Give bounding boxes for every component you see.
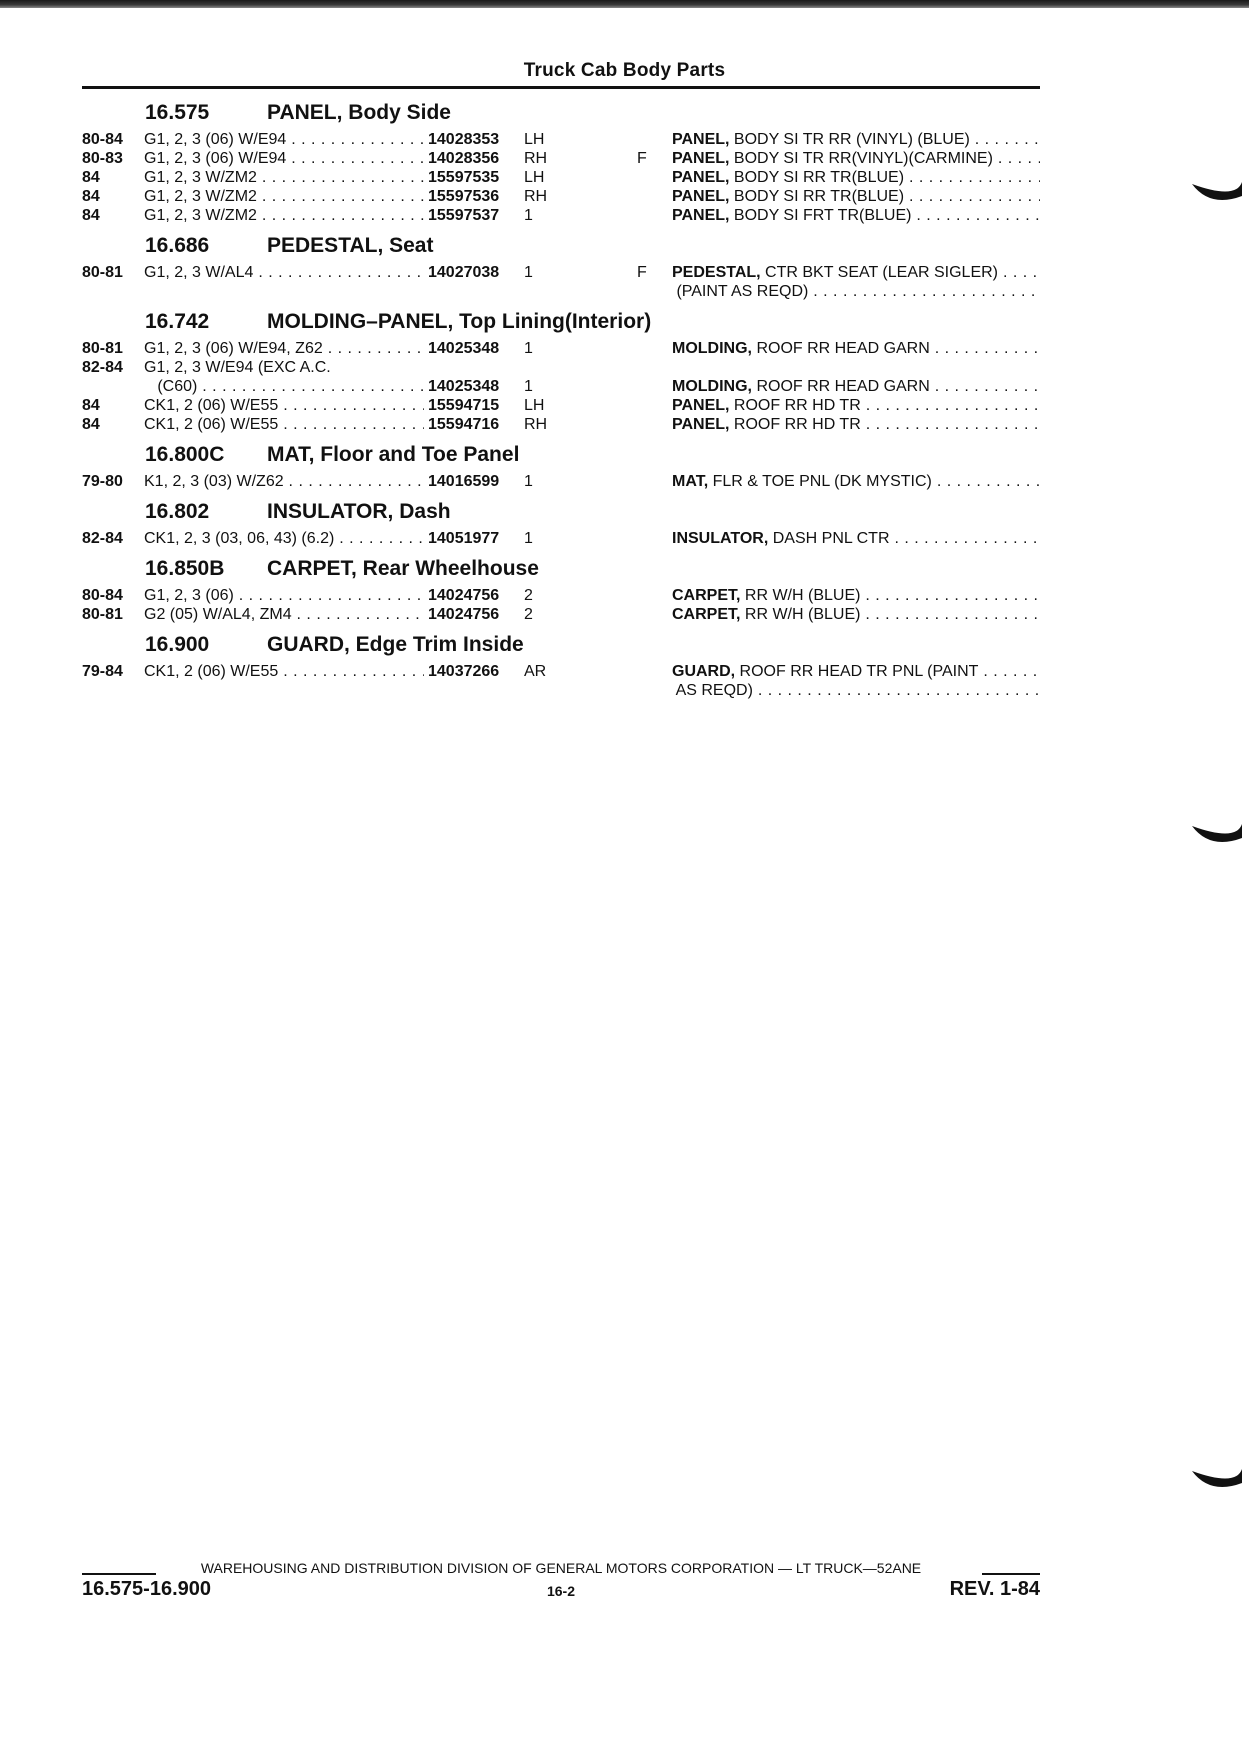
description-text: ROOF RR HEAD GARN [752, 378, 930, 395]
parts-section [82, 307, 1040, 440]
footer-rule-right [982, 1573, 1040, 1575]
binder-punch-mark-icon [1190, 178, 1244, 212]
description-keyword: CARPET, [672, 587, 741, 604]
binder-punch-mark-icon [1190, 820, 1244, 854]
quantity: RH [524, 416, 548, 433]
section-title: GUARD, Edge Trim Inside [267, 633, 524, 656]
section-number: 16.802 [145, 500, 210, 523]
part-description [672, 662, 1040, 681]
part-number: 15597535 [424, 168, 499, 187]
quantity: LH [524, 397, 545, 414]
model-application: K1, 2, 3 (03) W/Z62 . . . [144, 472, 484, 491]
part-number: 15597537 [424, 206, 499, 225]
part-row [82, 681, 1040, 700]
model-application: CK1, 2 (06) W/E55 . . . [144, 415, 484, 434]
part-row [82, 377, 1040, 396]
part-row [82, 415, 1040, 434]
section-number: 16.900 [145, 633, 210, 656]
footer-publisher-text: WAREHOUSING AND DISTRIBUTION DIVISION OF GENERAL MOTORS CORPORATION — LT TRUCK—52ANE [200, 1560, 922, 1576]
part-row [82, 396, 1040, 415]
part-number: 14024756 [424, 605, 499, 624]
model-years: 84 [82, 397, 100, 414]
footnote-flag: F [637, 150, 647, 167]
model-years: 80-83 [82, 150, 123, 167]
part-description [672, 168, 1040, 187]
section-header [82, 440, 1040, 472]
quantity: LH [524, 169, 545, 186]
model-application: G1, 2, 3 W/ZM2 . . . [144, 206, 484, 225]
quantity: LH [524, 131, 545, 148]
part-description [672, 377, 1040, 396]
part-row [82, 529, 1040, 548]
model-application: (C60) . . . [144, 377, 484, 396]
part-description [672, 586, 1040, 605]
footer-page-number: 16-2 [546, 1583, 576, 1599]
part-description [672, 263, 1040, 282]
section-header [82, 497, 1040, 529]
part-description [672, 149, 1040, 168]
description-text: ROOF RR HD TR [729, 416, 861, 433]
description-keyword: PANEL, [672, 169, 730, 186]
part-row [82, 472, 1040, 491]
section-number: 16.742 [145, 310, 210, 333]
section-header [82, 307, 1040, 339]
quantity: 1 [524, 378, 533, 395]
scan-top-edge [0, 0, 1249, 8]
description-text: ROOF RR HD TR [729, 397, 861, 414]
part-number: 14024756 [424, 586, 499, 605]
parts-list [82, 98, 1040, 706]
page-footer [82, 1560, 1040, 1602]
section-number: 16.800C [145, 443, 225, 466]
part-description [672, 339, 1040, 358]
description-text: BODY SI RR TR(BLUE) [729, 188, 905, 205]
description-keyword: PANEL, [672, 131, 730, 148]
quantity: 2 [524, 587, 533, 604]
part-row [82, 187, 1040, 206]
part-number: 15594715 [424, 396, 499, 415]
model-years: 80-84 [82, 131, 123, 148]
part-description [672, 681, 1040, 700]
model-application: G1, 2, 3 (06) W/E94 . . . [144, 130, 484, 149]
section-header [82, 630, 1040, 662]
description-keyword: PANEL, [672, 188, 730, 205]
section-title: INSULATOR, Dash [267, 500, 451, 523]
description-text: DASH PNL CTR [768, 530, 890, 547]
description-keyword: PANEL, [672, 150, 730, 167]
section-title: PEDESTAL, Seat [267, 234, 434, 257]
part-description [672, 529, 1040, 548]
part-number: 14051977 [424, 529, 499, 548]
description-keyword: CARPET, [672, 606, 741, 623]
model-application: G2 (05) W/AL4, ZM4 . . . [144, 605, 484, 624]
model-application: G1, 2, 3 (06) W/E94, Z62 . . . [144, 339, 484, 358]
model-years: 82-84 [82, 359, 123, 376]
part-row [82, 662, 1040, 681]
model-years: 80-84 [82, 587, 123, 604]
part-description [672, 187, 1040, 206]
model-application: G1, 2, 3 (06) . . . [144, 586, 484, 605]
binder-punch-mark-icon [1190, 1465, 1244, 1499]
part-number: 14028356 [424, 149, 499, 168]
part-row [82, 149, 1040, 168]
description-text: CTR BKT SEAT (LEAR SIGLER) [760, 264, 998, 281]
description-keyword: MAT, [672, 473, 709, 490]
quantity: 1 [524, 473, 533, 490]
model-years: 80-81 [82, 340, 123, 357]
model-application: G1, 2, 3 W/E94 (EXC A.C. [144, 359, 331, 376]
model-application: G1, 2, 3 W/ZM2 . . . [144, 187, 484, 206]
part-number: 15594716 [424, 415, 499, 434]
part-number: 14037266 [424, 662, 499, 681]
description-text: BODY SI RR TR(BLUE) [729, 169, 905, 186]
quantity: 1 [524, 207, 533, 224]
part-number: 14027038 [424, 263, 499, 282]
page-title: Truck Cab Body Parts [523, 60, 726, 81]
model-application: G1, 2, 3 W/AL4 . . . [144, 263, 484, 282]
description-keyword: PEDESTAL, [672, 264, 761, 281]
part-description [672, 130, 1040, 149]
quantity: 1 [524, 530, 533, 547]
section-title: MAT, Floor and Toe Panel [267, 443, 520, 466]
part-row [82, 282, 1040, 301]
description-keyword: PANEL, [672, 397, 730, 414]
model-application: CK1, 2 (06) W/E55 . . . [144, 396, 484, 415]
model-years: 80-81 [82, 606, 123, 623]
section-number: 16.850B [145, 557, 225, 580]
model-years: 79-84 [82, 663, 123, 680]
part-row [82, 263, 1040, 282]
quantity: RH [524, 188, 548, 205]
quantity: 2 [524, 606, 533, 623]
description-text: AS REQD) [672, 682, 753, 699]
parts-section [82, 440, 1040, 497]
description-keyword: INSULATOR, [672, 530, 769, 547]
section-number: 16.575 [145, 101, 210, 124]
parts-section [82, 231, 1040, 307]
model-years: 84 [82, 188, 100, 205]
quantity: 1 [524, 340, 533, 357]
model-years: 84 [82, 416, 100, 433]
part-row [82, 130, 1040, 149]
footer-range: 16.575-16.900 [82, 1578, 212, 1600]
description-text: BODY SI FRT TR(BLUE) [729, 207, 912, 224]
description-text: RR W/H (BLUE) [740, 587, 861, 604]
part-description [672, 282, 1040, 301]
section-header [82, 554, 1040, 586]
section-title: CARPET, Rear Wheelhouse [267, 557, 539, 580]
part-number: 14028353 [424, 130, 499, 149]
part-row [82, 168, 1040, 187]
model-years: 84 [82, 169, 100, 186]
model-application: G1, 2, 3 W/ZM2 . . . [144, 168, 484, 187]
part-row [82, 586, 1040, 605]
part-row [82, 339, 1040, 358]
description-text: ROOF RR HEAD TR PNL (PAINT [735, 663, 979, 680]
description-text: BODY SI TR RR (VINYL) (BLUE) [729, 131, 970, 148]
part-number: 14025348 [424, 377, 499, 396]
part-description [672, 472, 1040, 491]
section-title: PANEL, Body Side [267, 101, 451, 124]
description-keyword: MOLDING, [672, 340, 752, 357]
description-text: RR W/H (BLUE) [740, 606, 861, 623]
model-years: 80-81 [82, 264, 123, 281]
description-text: (PAINT AS REQD) [672, 283, 809, 300]
parts-section [82, 98, 1040, 231]
part-description [672, 415, 1040, 434]
part-row [82, 605, 1040, 624]
description-keyword: GUARD, [672, 663, 736, 680]
description-text: FLR & TOE PNL (DK MYSTIC) [708, 473, 932, 490]
part-row [82, 206, 1040, 225]
parts-section [82, 497, 1040, 554]
section-title: MOLDING–PANEL, Top Lining(Interior) [267, 310, 652, 333]
parts-section [82, 630, 1040, 706]
quantity: 1 [524, 264, 533, 281]
quantity: AR [524, 663, 547, 680]
footer-rule-left [82, 1573, 156, 1575]
part-description [672, 396, 1040, 415]
parts-section [82, 554, 1040, 630]
model-years: 84 [82, 207, 100, 224]
footer-publisher-line [82, 1560, 1040, 1578]
description-keyword: PANEL, [672, 416, 730, 433]
section-number: 16.686 [145, 234, 210, 257]
part-description [672, 605, 1040, 624]
title-rule [82, 86, 1040, 89]
description-text: BODY SI TR RR(VINYL)(CARMINE) [729, 150, 993, 167]
model-application: CK1, 2, 3 (03, 06, 43) (6.2) . . . [144, 529, 484, 548]
footnote-flag: F [637, 264, 647, 281]
model-application: G1, 2, 3 (06) W/E94 . . . [144, 149, 484, 168]
model-years: 79-80 [82, 473, 123, 490]
section-header [82, 231, 1040, 263]
part-description [672, 206, 1040, 225]
model-years: 82-84 [82, 530, 123, 547]
section-header [82, 98, 1040, 130]
footer-revision: REV. 1-84 [949, 1578, 1040, 1600]
description-keyword: MOLDING, [672, 378, 752, 395]
part-number: 15597536 [424, 187, 499, 206]
model-application: CK1, 2 (06) W/E55 . . . [144, 662, 484, 681]
quantity: RH [524, 150, 548, 167]
part-number: 14025348 [424, 339, 499, 358]
description-keyword: PANEL, [672, 207, 730, 224]
part-row [82, 358, 1040, 377]
description-text: ROOF RR HEAD GARN [752, 340, 930, 357]
part-number: 14016599 [424, 472, 499, 491]
